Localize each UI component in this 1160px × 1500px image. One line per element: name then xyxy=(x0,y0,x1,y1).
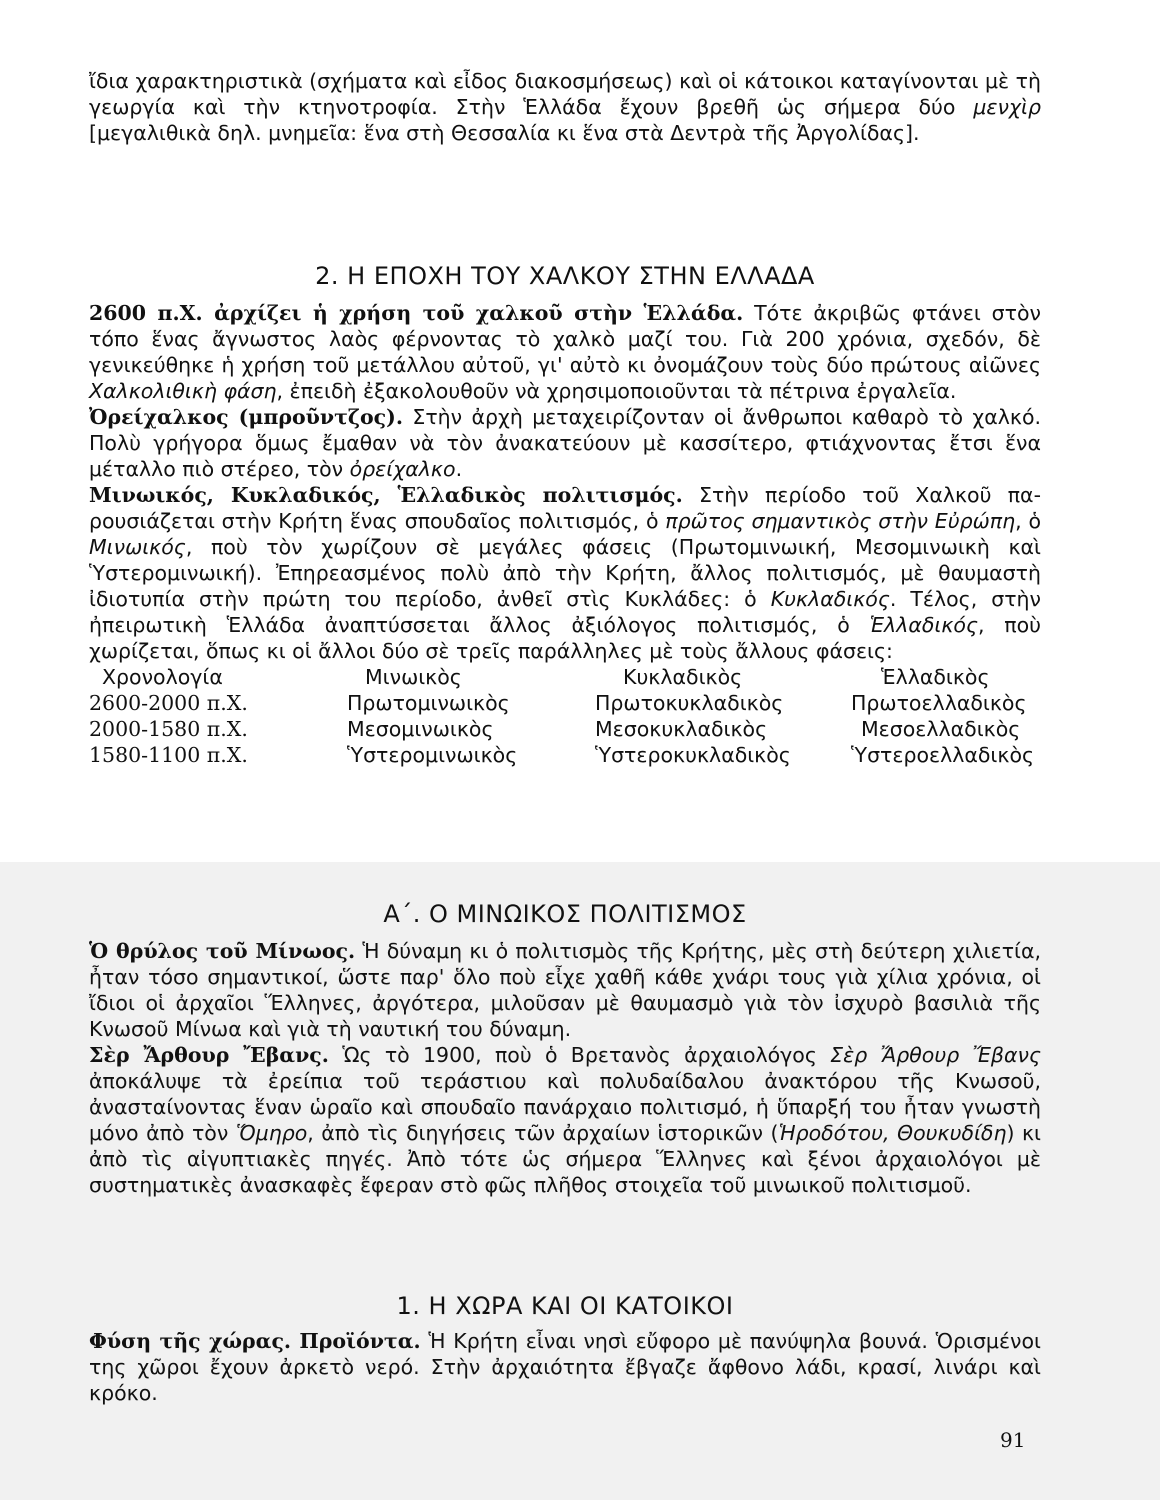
section-title-minoan-civilization: Α΄. Ο ΜΙΝΩΙΚΟΣ ΠΟΛΙΤΙΣΜΟΣ xyxy=(383,900,747,928)
paragraph-text: , ἐπειδὴ ἐξακολουθοῦν νὰ χρησιμοποιοῦνται τὰ πέτρινα ἐργαλεῖα. xyxy=(276,379,957,403)
paragraph-text: ) κι ἀπὸ τὶς αἰγυπτιακὲς πηγές. Ἀπὸ τότε ὡς σήμερα Ἕλληνες καὶ ξένοι ἀρχαιολόγοι μὲ συστηματικὲς ἀνασκαφὲς ἔφεραν στὸ φῶς πλῆθος στοιχεῖα τοῦ μινωικοῦ πολιτισμοῦ. xyxy=(89,1121,1041,1197)
paragraph-text: , ποὺ χωρίζεται, ὅπως κι οἱ ἄλλοι δύο σὲ τρεῖς παράλληλες μὲ τοὺς ἄλλους φάσεις: xyxy=(89,613,1041,663)
table-header-row xyxy=(89,664,1034,690)
table-header: Ἑλλαδικὸς xyxy=(881,665,990,689)
term-homer: Ὅμηρο xyxy=(235,1121,308,1145)
paragraph-text: Ἡ Κρήτη εἶναι νησὶ εὔφορο μὲ πανύψηλα βουνά. Ὁρισμένοι της χῶροι ἔχουν ἀρκετὸ νερό. Στὴν ἀρχαιότητα ἔβγαζε ἄφθονο λάδι, κρασί, λινάρι καὶ κρόκο. xyxy=(89,1329,1041,1405)
table-cell: Μεσοελλαδικὸς xyxy=(861,717,1021,741)
section-title-land-and-people: 1. Η ΧΩΡΑ ΚΑΙ ΟΙ ΚΑΤΟΙΚΟΙ xyxy=(396,1292,734,1320)
paragraph-civilizations xyxy=(89,482,1041,664)
paragraph-text: Στὴν ἀρχὴ μεταχειρίζονταν οἱ ἄνθρωποι καθαρὸ τὸ χαλκό. Πολὺ γρήγορα ὅμως ἔμαθαν νὰ τὸν ἀνακατεύουν μὲ κασσίτερο, φτιάχνοντας ἔτσι ἕνα μέταλλο πιὸ στέρεο, τὸν xyxy=(89,405,1042,481)
table-cell: 2600-2000 π.Χ. xyxy=(89,691,248,715)
term-first-in-europe: πρῶτος σημαντικὸς στὴν Εὐρώπη xyxy=(665,509,1016,533)
table-header: Κυκλαδικὸς xyxy=(623,665,743,689)
paragraph-heading: Φύση τῆς χώρας. Προϊόντα. xyxy=(89,1329,421,1353)
paragraph-heading: Ὁ θρύλος τοῦ Μίνωος. xyxy=(89,939,356,963)
paragraph-heading: Ὀρείχαλκος (μπροῦντζος). xyxy=(89,405,404,429)
paragraph-text: ἀποκάλυψε τὰ ἐρείπια τοῦ τεράστιου καὶ πολυδαίδαλου ἀνακτόρου τῆς Κνωσοῦ, ἀνασταίνοντας ἕναν ὡραῖο καὶ σπουδαῖο πανάρχαιο πολιτισμό, ἡ ὕπαρξή του ἦταν γνωστὴ μόνο ἀπὸ τὸν xyxy=(89,1069,1041,1145)
paragraph-text: , ἀπὸ τὶς διηγήσεις τῶν ἀρχαίων ἱστορικῶν ( xyxy=(307,1121,779,1145)
table-header: Μινωικὸς xyxy=(365,665,462,689)
paragraph-heading: 2600 π.Χ. ἀρχίζει ἡ χρήση τοῦ χαλκοῦ στὴν Ἑλλάδα. xyxy=(89,301,744,325)
term-chalcolithic: Χαλκολιθικὴ φάση xyxy=(89,379,277,403)
paragraph-heading: Μινωικός, Κυκλαδικός, Ἑλλαδικὸς πολιτισμός. xyxy=(89,483,683,507)
bronze-age-block xyxy=(89,300,1041,768)
paragraph-text: Στὴν περίοδο τοῦ Χαλκοῦ παρουσιάζεται στὴν Κρήτη ἕνας σπουδαῖος πολιτισμός, ὁ xyxy=(89,483,1041,533)
table-cell: 2000-1580 π.Χ. xyxy=(89,717,248,741)
table-cell: Ὑστερομινωικὸς xyxy=(347,743,518,767)
paragraph-evans xyxy=(89,1042,1041,1198)
paragraph-text: Τότε ἀκριβῶς φτάνει στὸν τόπο ἕνας ἄγνωστος λαὸς φέρνοντας τὸ χαλκὸ μαζί του. Γιὰ 200 χρόνια, σχεδόν, δὲ γενικεύθηκε ἡ χρήση τοῦ μετάλλου αὐτοῦ, γι' αὐτὸ κι ὀνομάζουν τοὺς δύο πρώτους αἰῶνες xyxy=(89,301,1041,377)
table-row xyxy=(89,716,1034,742)
paragraph-text: . Τέλος, στὴν ἠπειρωτικὴ Ἑλλάδα ἀναπτύσσεται ἄλλος ἀξιόλογος πολιτισμός, ὁ xyxy=(89,587,1041,637)
table-cell: Ὑστεροελλαδικὸς xyxy=(851,743,1035,767)
intro-paragraph xyxy=(89,68,1041,146)
paragraph-heading: Σὲρ Ἄρθουρ Ἔβανς. xyxy=(89,1043,329,1067)
term-minoan: Μινωικός xyxy=(89,535,186,559)
intro-text: ἴδια χαρακτηριστικὰ (σχήματα καὶ εἶδος διακοσμήσεως) καὶ οἱ κάτοικοι καταγίνονται μὲ τὴ γεωργία καὶ τὴν κτηνοτροφία. Στὴν Ἑλλάδα ἔχουν βρεθῆ ὡς σήμερα δύο xyxy=(89,69,1041,119)
table-cell: Πρωτοκυκλαδικὸς xyxy=(595,691,784,715)
term-historians: Ἡροδότου, Θουκυδίδη xyxy=(778,1121,1007,1145)
table-cell: Μεσομινωικὸς xyxy=(347,717,494,741)
section-title-bronze-age: 2. Η ΕΠΟΧΗ ΤΟΥ ΧΑΛΚΟΥ ΣΤΗΝ ΕΛΛΑΔΑ xyxy=(315,262,815,290)
intro-block xyxy=(89,68,1041,146)
paragraph-text: , ποὺ τὸν χωρίζουν σὲ μεγάλες φάσεις (Πρωτομινωική, Μεσομινωικὴ καὶ Ὑστερομινωική). Ἐπηρεασμένος πολὺ ἀπὸ τὴν Κρήτη, ἄλλος πολιτισμός, μὲ θαυμαστὴ ἰδιοτυπία στὴν πρώτη του περίοδο, ἀνθεῖ στὶς Κυκλάδες: ὁ xyxy=(89,535,1041,611)
paragraph-bronze xyxy=(89,404,1041,482)
term-bronze: ὀρείχαλκο xyxy=(349,457,456,481)
table-row xyxy=(89,690,1034,716)
table-cell: Ὑστεροκυκλαδικὸς xyxy=(595,743,791,767)
chronology-table xyxy=(89,664,1034,768)
table-cell: Πρωτομινωικὸς xyxy=(347,691,510,715)
paragraph-text: . xyxy=(455,457,463,481)
intro-text-end: [μεγαλιθικὰ δηλ. μνημεῖα: ἕνα στὴ Θεσσαλία κι ἕνα στὰ Δεντρὰ τῆς Ἀργολίδας]. xyxy=(89,121,920,145)
paragraph-text: Ὡς τὸ 1900, ποὺ ὁ Βρετανὸς ἀρχαιολόγος xyxy=(328,1043,831,1067)
paragraph-minos-legend xyxy=(89,938,1041,1042)
table-cell: Μεσοκυκλαδικὸς xyxy=(595,717,768,741)
page-number: 91 xyxy=(1000,1428,1026,1452)
table-header: Χρονολογία xyxy=(102,665,223,689)
paragraph-text: , ὁ xyxy=(1015,509,1041,533)
term-cycladic: Κυκλαδικός xyxy=(770,587,890,611)
table-cell: 1580-1100 π.Χ. xyxy=(89,743,248,767)
table-row xyxy=(89,742,1034,768)
intro-term-menhir: μενχὶρ xyxy=(973,95,1041,119)
paragraph-copper-use xyxy=(89,300,1041,404)
table-cell: Πρωτοελλαδικὸς xyxy=(851,691,1027,715)
land-block xyxy=(89,1328,1041,1406)
minoan-block xyxy=(89,938,1041,1198)
term-evans: Σὲρ Ἄρθουρ Ἔβανς xyxy=(830,1043,1041,1067)
paragraph-nature-of-land xyxy=(89,1328,1041,1406)
paragraph-text: Ἡ δύναμη κι ὁ πολιτισμὸς τῆς Κρήτης, μὲς στὴ δεύτερη χιλιετία, ἦταν τόσο σημαντικοί, ὥστε παρ' ὅλο ποὺ εἶχε χαθῆ κάθε χνάρι τους γιὰ χίλια χρόνια, οἱ ἴδιοι οἱ ἀρχαῖοι Ἕλληνες, ἀργότερα, μιλοῦσαν μὲ θαυμασμὸ γιὰ τὸν ἰσχυρὸ βασιλιὰ τῆς Κνωσοῦ Μίνωα καὶ γιὰ τὴ ναυτική του δύναμη. xyxy=(89,939,1042,1041)
term-helladic: Ἑλλαδικός xyxy=(869,613,978,637)
